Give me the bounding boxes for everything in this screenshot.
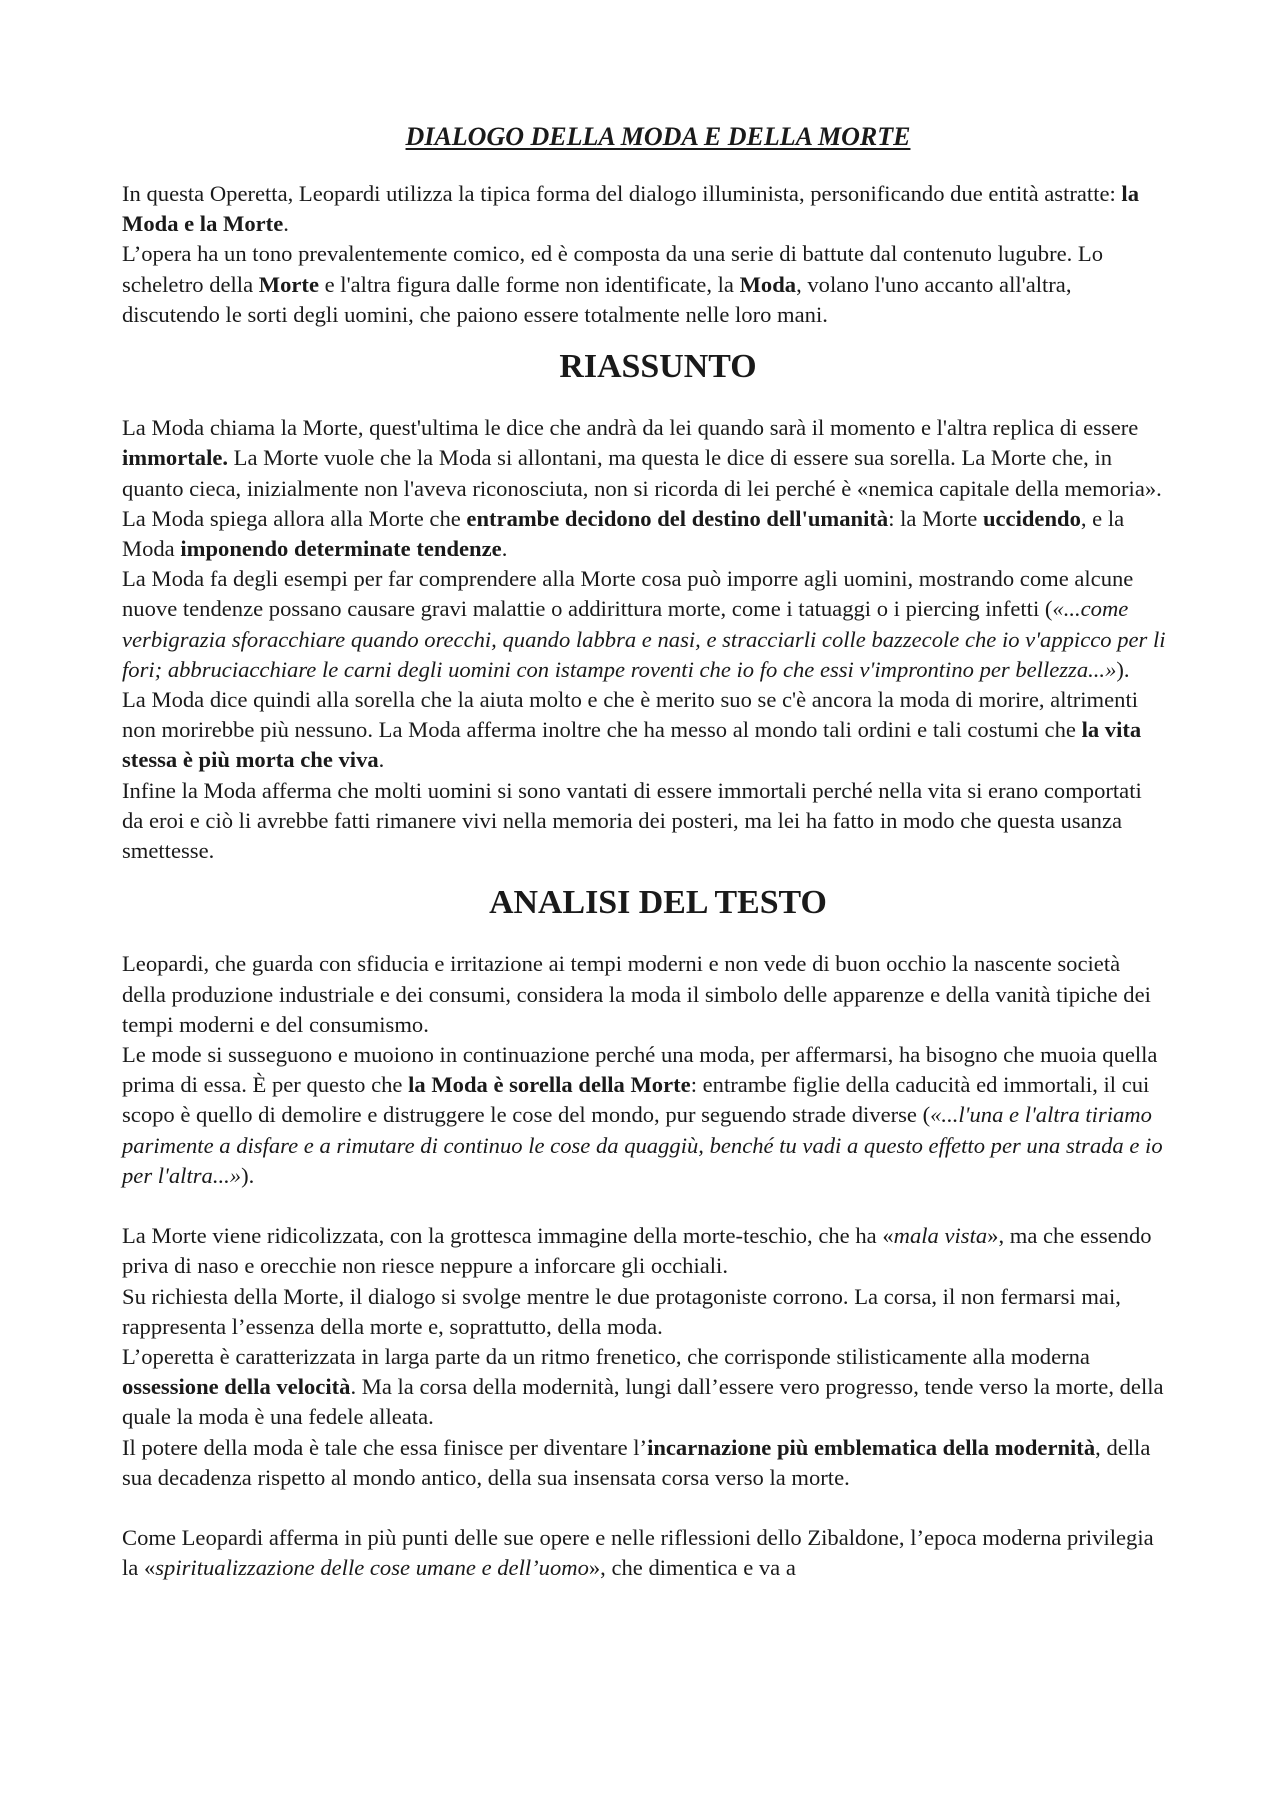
analisi-paragraph-6: Il potere della moda è tale che essa finisce per diventare l’incarnazione più emblematica della modernità, della sua decadenza rispetto al mondo antico, della sua insensata corsa verso la morte.: [122, 1434, 1151, 1490]
emphasis-moda-morte: la Moda e la Morte: [122, 181, 1139, 237]
emphasis-vita-morta: la vita stessa è più morta che viva: [122, 717, 1142, 773]
emphasis-sorella: la Moda è sorella della Morte: [408, 1072, 691, 1098]
paragraph-spacer: [122, 1493, 1166, 1523]
riassunto-paragraph-3: La Moda fa degli esempi per far comprendere alla Morte cosa può imporre agli uomini, mostrando come alcune nuove tendenze possano causare gravi malattie o addirittura morte, come i tatuaggi o i piercing infetti («...come verbigrazia sforacchiare quando orecchi, quando labbra e nasi, e stracciarli colle bazzecole che io v'appicco per li fori; abbruciacchiare le carni degli uomini con istampe roventi che io fo che essi v'improntino per bellezza...»).: [122, 566, 1166, 682]
emphasis-incarnazione: incarnazione più emblematica della modernità: [647, 1434, 1096, 1460]
emphasis-tendenze: imponendo determinate tendenze: [180, 536, 502, 562]
paragraph-spacer: [122, 1191, 1166, 1221]
riassunto-paragraph-1: La Moda chiama la Morte, quest'ultima le dice che andrà da lei quando sarà il momento e l'altra replica di essere immortale. La Morte vuole che la Moda si allontani, ma questa le dice di essere sua sorella. La Morte che, in quanto cieca, inizialmente non l'aveva riconosciuta, non si ricorda di lei perché è «nemica capitale della memoria».: [122, 415, 1162, 501]
analisi-paragraph-5: L’operetta è caratterizzata in larga parte da un ritmo frenetico, che corrisponde stilisticamente alla moderna ossessione della velocità. Ma la corsa della modernità, lungi dall’essere vero progresso, tende verso la morte, della quale la moda è una fedele alleata.: [122, 1343, 1164, 1430]
emphasis-immortale: immortale.: [122, 445, 229, 471]
riassunto-paragraph-4: La Moda dice quindi alla sorella che la aiuta molto e che è merito suo se c'è ancora la moda di morire, altrimenti non morirebbe più nessuno. La Moda afferma inoltre che ha messo al mondo tali ordini e tali costumi che la vita stessa è più morta che viva.: [122, 687, 1142, 773]
heading-riassunto: RIASSUNTO: [559, 348, 757, 386]
emphasis-uccidendo: uccidendo: [982, 505, 1081, 531]
analisi-paragraph-1: Leopardi, che guarda con sfiducia e irritazione ai tempi moderni e non vede di buon occhio la nascente società della produzione industriale e dei consumi, considera la moda il simbolo delle apparenze e della vanità tipiche dei tempi moderni e del consumismo.: [122, 951, 1151, 1037]
quotation-mala-vista: mala vista: [893, 1223, 988, 1249]
heading-analisi: ANALISI DEL TESTO: [489, 884, 827, 922]
document-body: [122, 121, 1166, 1583]
emphasis-velocita: ossessione della velocità: [122, 1374, 351, 1400]
intro-paragraph-1: In questa Operetta, Leopardi utilizza la tipica forma del dialogo illuminista, personificando due entità astratte: la Moda e la Morte.: [122, 181, 1139, 237]
quotation-spiritualizzazione: spiritualizzazione delle cose umane e dell’uomo: [155, 1555, 589, 1581]
riassunto-paragraph-2: La Moda spiega allora alla Morte che entrambe decidono del destino dell'umanità: la Morte uccidendo, e la Moda imponendo determinate tendenze.: [122, 505, 1125, 562]
quotation-disfare: «...l'una e l'altra tiriamo parimente a disfare e a rimutare di continuo le cose da quaggiù, benché tu vadi a questo effetto per una strada e io per l'altra...»: [122, 1102, 1163, 1188]
document-title: DIALOGO DELLA MODA E DELLA MORTE: [405, 122, 911, 151]
emphasis-moda: Moda: [739, 271, 797, 297]
emphasis-destino: entrambe decidono del destino dell'umanità: [466, 505, 889, 531]
analisi-paragraph-2: Le mode si susseguono e muoiono in continuazione perché una moda, per affermarsi, ha bisogno che muoia quella prima di essa. È per questo che la Moda è sorella della Morte: entrambe figlie della caducità ed immortali, il cui scopo è quello di demolire e distruggere le cose del mondo, pur seguendo strade diverse («...l'una e l'altra tiriamo parimente a disfare e a rimutare di continuo le cose da quaggiù, benché tu vadi a questo effetto per una strada e io per l'altra...»).: [122, 1042, 1163, 1188]
quotation-piercing: «...come verbigrazia sforacchiare quando orecchi, quando labbra e nasi, e stracciarli colle bazzecole che io v'appicco per li fori; abbruciacchiare le carni degli uomini con istampe roventi che io fo che essi v'improntino per bellezza...»: [122, 596, 1166, 682]
analisi-paragraph-3: La Morte viene ridicolizzata, con la grottesca immagine della morte-teschio, che ha «mala vista», ma che essendo priva di naso e orecchie non riesce neppure a inforcare gli occhiali.: [122, 1223, 1152, 1279]
analisi-paragraph-7: Come Leopardi afferma in più punti delle sue opere e nelle riflessioni dello Zibaldone, l’epoca moderna privilegia la «spiritualizzazione delle cose umane e dell’uomo», che dimentica e va a: [122, 1524, 1154, 1581]
emphasis-morte: Morte: [258, 271, 319, 297]
intro-paragraph-2: L’opera ha un tono prevalentemente comico, ed è composta da una serie di battute dal contenuto lugubre. Lo scheletro della Morte e l'altra figura dalle forme non identificate, la Moda, volano l'uno accanto all'altra, discutendo le sorti degli uomini, che paiono essere totalmente nelle loro mani.: [122, 241, 1104, 327]
analisi-paragraph-4: Su richiesta della Morte, il dialogo si svolge mentre le due protagoniste corrono. La corsa, il non fermarsi mai, rappresenta l’essenza della morte e, soprattutto, della moda.: [122, 1283, 1121, 1339]
riassunto-paragraph-5: Infine la Moda afferma che molti uomini si sono vantati di essere immortali perché nella vita si erano comportati da eroi e ciò li avrebbe fatti rimanere vivi nella memoria dei posteri, ma lei ha fatto in modo che questa usanza smettesse.: [122, 777, 1142, 864]
